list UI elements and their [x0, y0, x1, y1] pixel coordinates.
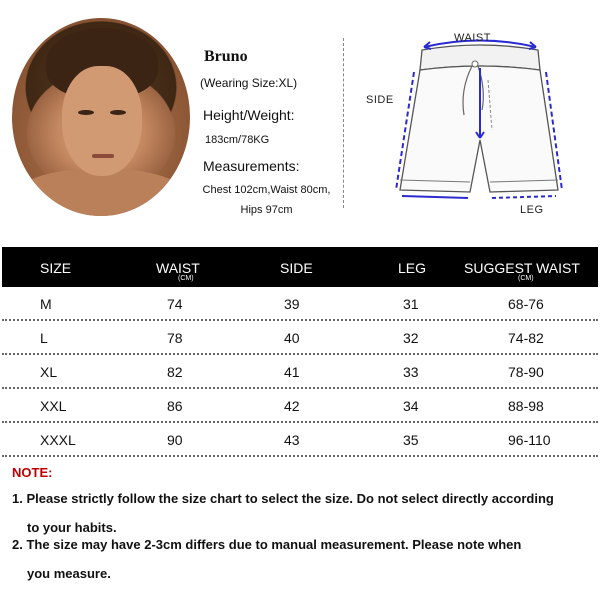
- table-row: [2, 321, 598, 355]
- table-row: [2, 287, 598, 321]
- cell-leg: 33: [403, 364, 419, 380]
- cell-waist: 82: [167, 364, 183, 380]
- cell-leg: 35: [403, 432, 419, 448]
- measurements-value: Chest 102cm,Waist 80cm, Hips 97cm: [202, 184, 331, 216]
- header-waist-unit: (CM): [178, 275, 194, 282]
- table-row: [2, 423, 598, 457]
- waist-label: WAIST: [454, 32, 491, 44]
- model-photo: [12, 18, 190, 216]
- cell-suggest-waist: 78-90: [508, 364, 544, 380]
- cell-side: 40: [284, 330, 300, 346]
- cell-waist: 78: [167, 330, 183, 346]
- shorts-diagram: [360, 20, 590, 220]
- cell-size: XXXL: [40, 432, 76, 448]
- cell-leg: 32: [403, 330, 419, 346]
- model-wearing-size: (Wearing Size:XL): [200, 76, 298, 90]
- leg-label: LEG: [520, 204, 544, 216]
- header-suggest-unit: (CM): [518, 275, 534, 282]
- cell-side: 41: [284, 364, 300, 380]
- header-leg: LEG: [398, 260, 427, 276]
- cell-leg: 34: [403, 398, 419, 414]
- cell-side: 42: [284, 398, 300, 414]
- cell-waist: 86: [167, 398, 183, 414]
- cell-waist: 90: [167, 432, 183, 448]
- side-label: SIDE: [366, 94, 394, 106]
- cell-waist: 74: [167, 296, 183, 312]
- cell-size: XXL: [40, 398, 67, 414]
- cell-suggest-waist: 88-98: [508, 398, 544, 414]
- table-row: [2, 355, 598, 389]
- cell-suggest-waist: 68-76: [508, 296, 544, 312]
- header-size: SIZE: [40, 260, 72, 276]
- cell-size: XL: [40, 364, 58, 380]
- header-suggest-waist: SUGGEST WAIST (CM): [464, 260, 580, 282]
- size-table-header: [2, 247, 598, 287]
- measurements-label: Measurements:: [203, 158, 300, 174]
- height-weight-value: 183cm/78KG: [205, 134, 270, 146]
- divider: [343, 38, 344, 208]
- note-1: 1. Please strictly follow the size chart to select the size. Do not select directly according to your habits.: [12, 491, 554, 535]
- model-name: Bruno: [204, 48, 248, 65]
- model-info: [200, 48, 340, 220]
- cell-size: M: [40, 296, 52, 312]
- header-waist: WAIST (CM): [156, 260, 200, 282]
- table-row: [2, 389, 598, 423]
- header-side: SIDE: [280, 260, 313, 276]
- cell-leg: 31: [403, 296, 419, 312]
- note-2: 2. The size may have 2-3cm differs due to manual measurement. Please note when you measure.: [12, 537, 522, 581]
- note-title: NOTE:: [12, 465, 53, 480]
- cell-size: L: [40, 330, 48, 346]
- cell-suggest-waist: 96-110: [508, 432, 551, 448]
- cell-suggest-waist: 74-82: [508, 330, 544, 346]
- cell-side: 39: [284, 296, 300, 312]
- height-weight-label: Height/Weight:: [203, 107, 295, 123]
- shorts-outline-icon: [360, 20, 590, 220]
- cell-side: 43: [284, 432, 300, 448]
